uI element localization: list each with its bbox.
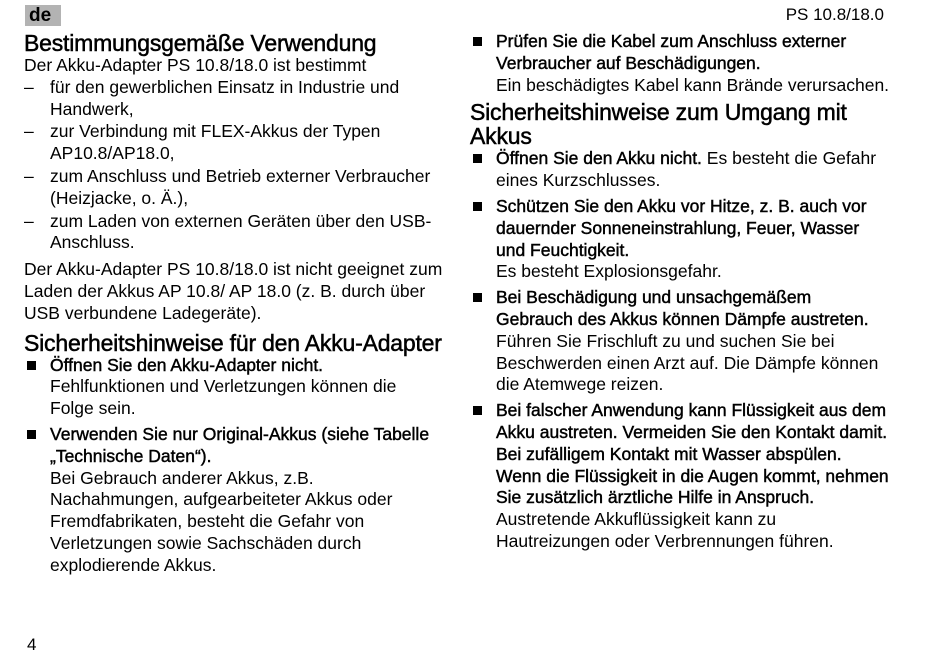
intended-use-outro: Der Akku-Adapter PS 10.8/18.0 ist nicht geeignet zum Laden der Akkus AP 10.8/ AP 18.0 (z. B. durch über USB verbundene Ladegeräte). bbox=[24, 259, 443, 323]
battery-safety-list bbox=[470, 148, 890, 552]
right-column bbox=[470, 31, 890, 557]
section-title-adapter-safety: Sicherheitshinweise für den Akku-Adapter bbox=[24, 329, 442, 356]
list-item: – zur Verbindung mit FLEX-Akkus der Typen AP10.8/AP18.0, bbox=[24, 121, 381, 164]
list-item: Bei Beschädigung und unsachgemäßem Gebrauch des Akkus können Dämpfe austreten. Führen Sie Frischluft zu und suchen Sie bei Beschwerden einen Arzt auf. Die Dämpfe können die Atemwege reizen. bbox=[470, 287, 890, 396]
square-bullet-icon bbox=[473, 154, 482, 163]
list-item: Bei falscher Anwendung kann Flüssigkeit aus dem Akku austreten. Vermeiden Sie den Kontakt damit. Bei zufälligem Kontakt mit Wasser abspülen. Wenn die Flüssigkeit in die Augen kommt, nehmen Sie zusätzlich ärztliche Hilfe in Anspruch. Austretende Akkuflüssigkeit kann zu Hautreizungen oder Verbrennungen führen. bbox=[470, 400, 890, 553]
square-bullet-icon bbox=[473, 202, 482, 211]
square-bullet-icon bbox=[473, 37, 482, 46]
list-item: Öffnen Sie den Akku nicht. Es besteht die Gefahr eines Kurzschlusses. bbox=[470, 148, 890, 192]
intended-use-list bbox=[24, 77, 444, 254]
square-bullet-icon bbox=[27, 430, 36, 439]
section-title-battery-safety: Sicherheitshinweise zum Umgang mit Akkus bbox=[470, 99, 847, 150]
page-number: 4 bbox=[27, 635, 37, 654]
list-item: – zum Laden von externen Geräten über den USB-Anschluss. bbox=[24, 210, 432, 253]
square-bullet-icon bbox=[473, 406, 482, 415]
square-bullet-icon bbox=[473, 293, 482, 302]
intended-use-intro: Der Akku-Adapter PS 10.8/18.0 ist bestimmt bbox=[24, 55, 367, 75]
list-item: Schützen Sie den Akku vor Hitze, z. B. auch vor dauernder Sonneneinstrahlung, Feuer, Wasser und Feuchtigkeit. Es besteht Explosionsgefahr. bbox=[470, 196, 890, 283]
list-item: Öffnen Sie den Akku-Adapter nicht. Fehlfunktionen und Verletzungen können die Folge sein. bbox=[24, 355, 444, 420]
language-tag: de bbox=[25, 5, 61, 26]
adapter-safety-list bbox=[24, 355, 444, 577]
list-item: Prüfen Sie die Kabel zum Anschluss externer Verbraucher auf Beschädigungen. Ein beschädigtes Kabel kann Brände verursachen. bbox=[470, 31, 890, 96]
cable-check-list bbox=[470, 31, 890, 96]
list-item: – für den gewerblichen Einsatz in Industrie und Handwerk, bbox=[24, 76, 400, 119]
list-item: – zum Anschluss und Betrieb externer Verbraucher (Heizjacke, o. Ä.), bbox=[24, 165, 431, 208]
left-column bbox=[24, 31, 444, 581]
list-item: Verwenden Sie nur Original-Akkus (siehe Tabelle „Technische Daten“). Bei Gebrauch anderer Akkus, z.B. Nachahmungen, aufgearbeiteter Akkus oder Fremdfabrikaten, besteht die Gefahr von Verletzungen sowie Sachschäden durch explodierende Akkus. bbox=[24, 424, 444, 577]
section-title-intended-use: Bestimmungsgemäße Verwendung bbox=[24, 30, 377, 56]
square-bullet-icon bbox=[27, 361, 36, 370]
model-header: PS 10.8/18.0 bbox=[785, 5, 884, 24]
